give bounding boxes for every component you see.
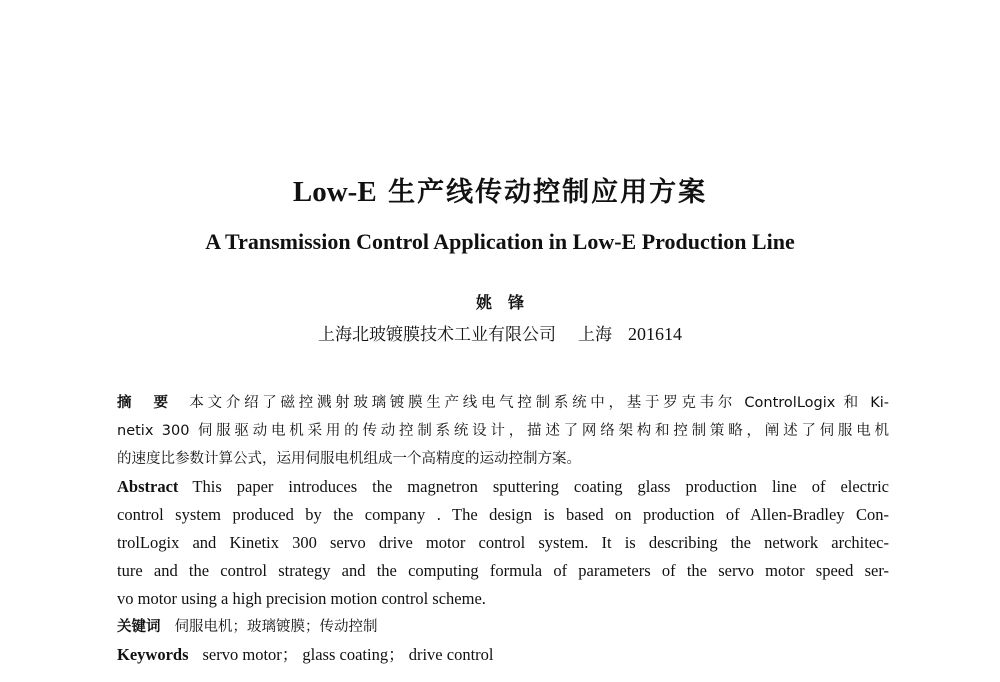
- abstract-cn-line-3: 的速度比参数计算公式，运用伺服电机组成一个高精度的运动控制方案。: [117, 451, 581, 467]
- affiliation-organization: 上海北玻镀膜技术工业有限公司: [318, 325, 556, 345]
- abstract-cn-line-1: [117, 389, 889, 417]
- abstract-en-line-2: control system produced by the company . The design is based on production of Allen-Bradley Con-: [117, 505, 889, 524]
- title-english: A Transmission Control Application in Low-E Production Line: [205, 229, 795, 254]
- keywords-cn-label: 关键词: [117, 619, 161, 635]
- keywords-cn: [117, 613, 889, 641]
- keywords-en-value: servo motor； glass coating； drive control: [202, 645, 494, 664]
- keywords-en: [117, 641, 889, 669]
- title-chinese-text: 生产线传动控制应用方案: [388, 177, 708, 208]
- abstract-section: [117, 389, 889, 669]
- author-name: 姚 锋: [475, 293, 524, 312]
- abstract-en-line-5: vo motor using a high precision motion control scheme.: [117, 589, 486, 608]
- abstract-en-label: Abstract: [117, 477, 179, 496]
- keywords-en-label: Keywords: [117, 645, 189, 664]
- title-chinese: [0, 170, 1000, 209]
- abstract-cn-text: 本文介绍了磁控溅射玻璃镀膜生产线电气控制系统中，基于罗克韦尔 ControlLogix 和 Ki-: [185, 395, 889, 411]
- abstract-en-line-1: [117, 473, 889, 501]
- affiliation-city: 上海: [578, 325, 612, 345]
- affiliation-postcode: 201614: [628, 324, 682, 344]
- abstract-en-line-4: ture and the control strategy and the computing formula of parameters of the servo motor speed ser-: [117, 561, 889, 580]
- abstract-en-text: This paper introduces the magnetron sputtering coating glass production line of electric: [192, 477, 889, 496]
- author-affiliation: [0, 320, 1000, 345]
- abstract-cn-label: 摘 要: [117, 395, 172, 411]
- abstract-cn-line-2: netix 300 伺服驱动电机采用的传动控制系统设计，描述了网络架构和控制策略，阐述了伺服电机: [117, 423, 889, 439]
- title-chinese-latin-part: Low-E: [292, 176, 377, 208]
- keywords-cn-value: 伺服电机；玻璃镀膜；传动控制: [174, 619, 378, 635]
- abstract-en-line-3: trolLogix and Kinetix 300 servo drive motor control system. It is describing the network architec-: [117, 533, 889, 552]
